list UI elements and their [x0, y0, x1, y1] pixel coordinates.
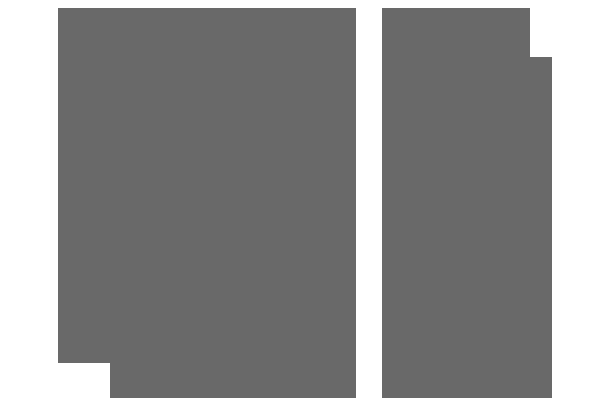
- right-panel-extension: [530, 57, 552, 398]
- right-panel-main: [382, 8, 530, 398]
- left-panel-main: [58, 8, 356, 363]
- left-panel-foot: [110, 363, 356, 398]
